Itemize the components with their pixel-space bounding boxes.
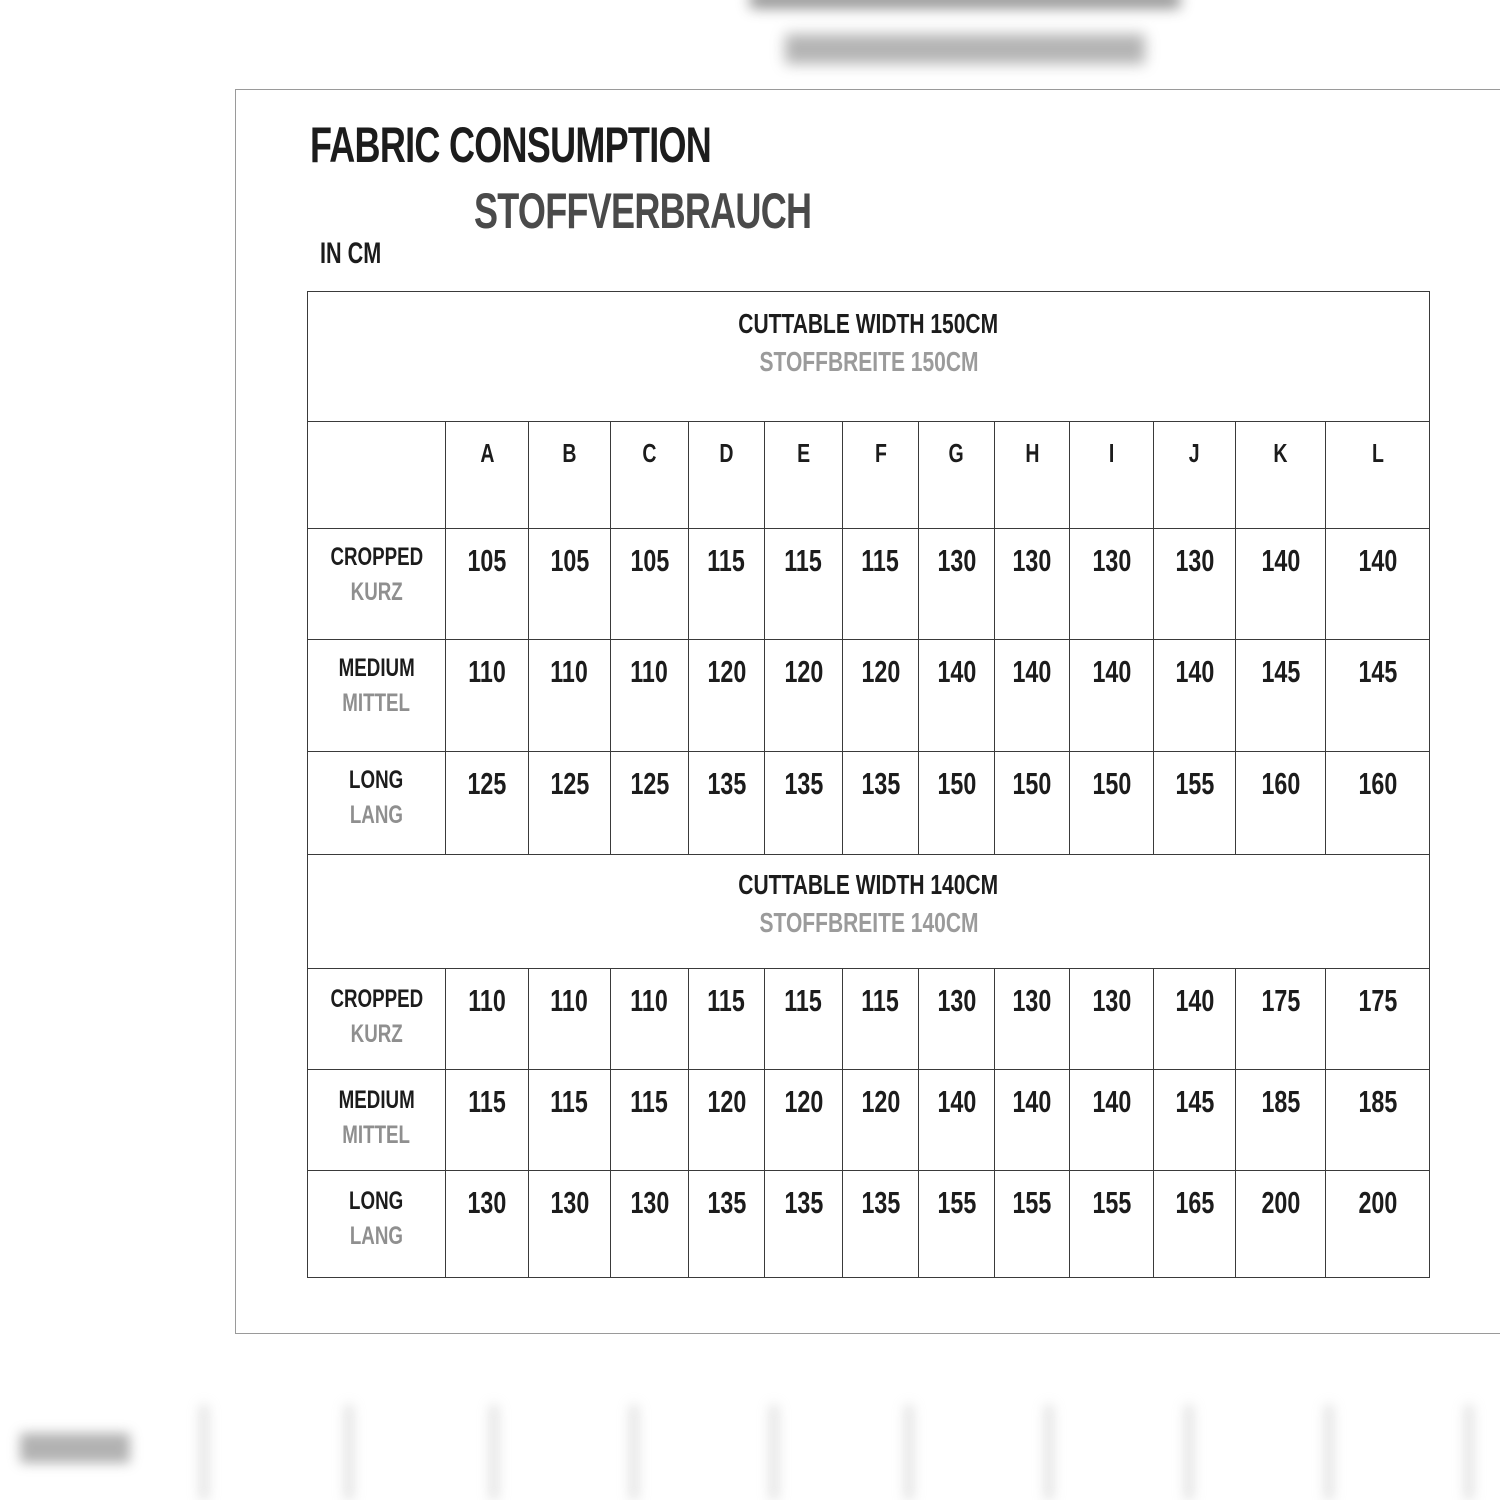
- table-cell: [919, 1070, 995, 1171]
- table-cell: [529, 1171, 611, 1278]
- table-cell: [1154, 969, 1236, 1070]
- column-header-label: G: [948, 438, 965, 468]
- table-cell: [765, 1070, 843, 1171]
- table-cell: [1070, 640, 1154, 752]
- row-header: [308, 640, 446, 752]
- table-cell: [529, 1070, 611, 1171]
- row-label-de: KURZ: [350, 578, 403, 606]
- table-row: [308, 1070, 1430, 1171]
- cell-value: 125: [550, 766, 589, 801]
- table-cell: [689, 752, 765, 855]
- table-cell: [689, 529, 765, 640]
- cell-value: 140: [937, 654, 976, 689]
- table-cell: [1070, 529, 1154, 640]
- unit-label: IN CM: [320, 237, 382, 270]
- cell-value: 130: [630, 1185, 669, 1220]
- cell-value: 115: [861, 983, 900, 1018]
- row-label-de: LANG: [349, 1222, 404, 1250]
- cell-value: 115: [784, 543, 823, 578]
- table-cell: [611, 1070, 689, 1171]
- cell-value: 135: [784, 1185, 823, 1220]
- table-cell: [919, 752, 995, 855]
- cell-value: 165: [1175, 1185, 1214, 1220]
- cell-value: 150: [1092, 766, 1131, 801]
- table-cell: [1326, 752, 1430, 855]
- table-cell: [995, 529, 1070, 640]
- table-cell: [765, 752, 843, 855]
- column-header: [1236, 422, 1326, 529]
- cell-value: 115: [630, 1084, 669, 1119]
- table-cell: [919, 969, 995, 1070]
- table-cell: [843, 1171, 919, 1278]
- table-cell: [995, 752, 1070, 855]
- column-header-label: F: [874, 438, 887, 468]
- table-cell: [995, 969, 1070, 1070]
- row-label-de: LANG: [349, 801, 404, 829]
- row-header: [308, 529, 446, 640]
- cell-value: 140: [1092, 1084, 1131, 1119]
- cell-value: 140: [1012, 1084, 1052, 1119]
- row-label-de: MITTEL: [342, 689, 411, 717]
- table-cell: [1326, 529, 1430, 640]
- table-cell: [843, 752, 919, 855]
- cell-value: 115: [707, 983, 746, 1018]
- column-header: [1326, 422, 1430, 529]
- row-header: [308, 752, 446, 855]
- cell-value: 115: [707, 543, 746, 578]
- cell-value: 160: [1261, 766, 1300, 801]
- table-cell: [529, 529, 611, 640]
- row-header: [308, 1070, 446, 1171]
- column-header: [1070, 422, 1154, 529]
- table-row: [308, 640, 1430, 752]
- cell-value: 115: [468, 1084, 506, 1119]
- cell-value: 110: [630, 983, 669, 1018]
- column-header: [689, 422, 765, 529]
- table-cell: [689, 1171, 765, 1278]
- row-label-en: MEDIUM: [338, 1086, 415, 1114]
- table-cell: [611, 640, 689, 752]
- cell-value: 150: [1012, 766, 1052, 801]
- table-row: [308, 529, 1430, 640]
- cell-value: 145: [1175, 1084, 1214, 1119]
- table-cell: [1326, 1171, 1430, 1278]
- row-label-en: CROPPED: [330, 543, 423, 571]
- table-cell: [995, 640, 1070, 752]
- table-row: [308, 752, 1430, 855]
- cell-value: 130: [550, 1185, 589, 1220]
- page-title: FABRIC CONSUMPTION: [310, 117, 712, 173]
- column-header: [995, 422, 1070, 529]
- table-cell: [689, 969, 765, 1070]
- table-cell: [689, 1070, 765, 1171]
- page-subtitle: STOFFVERBRAUCH: [474, 183, 812, 239]
- table-cell: [1154, 640, 1236, 752]
- table-cell: [843, 1070, 919, 1171]
- table-cell: [995, 1070, 1070, 1171]
- section-heading: [308, 292, 1430, 422]
- table-cell: [1236, 529, 1326, 640]
- table-cell: [611, 969, 689, 1070]
- cell-value: 140: [1358, 543, 1397, 578]
- cell-value: 130: [1092, 983, 1131, 1018]
- blurred-background-header: [740, 0, 1190, 96]
- table-cell: [611, 529, 689, 640]
- cell-value: 155: [1175, 766, 1214, 801]
- table-row: [308, 1171, 1430, 1278]
- table-cell: [1070, 1171, 1154, 1278]
- cell-value: 110: [630, 654, 669, 689]
- table-cell: [1326, 969, 1430, 1070]
- column-header-label: E: [796, 438, 811, 468]
- column-header-label: D: [719, 438, 734, 468]
- table-cell: [529, 752, 611, 855]
- cell-value: 105: [630, 543, 669, 578]
- column-header-label: L: [1371, 438, 1384, 468]
- table-cell: [611, 1171, 689, 1278]
- cell-value: 130: [1092, 543, 1131, 578]
- row-header: [308, 969, 446, 1070]
- section-heading-en: CUTTABLE WIDTH 140CM: [738, 869, 999, 900]
- table-cell: [446, 640, 529, 752]
- table-cell: [1236, 969, 1326, 1070]
- cell-value: 185: [1261, 1084, 1300, 1119]
- table-cell: [1154, 529, 1236, 640]
- cell-value: 155: [1092, 1185, 1131, 1220]
- column-header: [843, 422, 919, 529]
- table-cell: [995, 1171, 1070, 1278]
- table-row: [308, 969, 1430, 1070]
- cell-value: 145: [1261, 654, 1300, 689]
- table-cell: [446, 529, 529, 640]
- cell-value: 120: [784, 1084, 823, 1119]
- table-cell: [529, 640, 611, 752]
- cell-value: 110: [468, 983, 506, 1018]
- cell-value: 130: [467, 1185, 507, 1220]
- cell-value: 130: [1175, 543, 1214, 578]
- column-header-label: J: [1189, 438, 1200, 468]
- column-header: [611, 422, 689, 529]
- table-cell: [446, 969, 529, 1070]
- column-header-label: I: [1108, 438, 1115, 468]
- cell-value: 140: [1175, 654, 1214, 689]
- size-chart-card: [235, 89, 1500, 1334]
- table-cell: [1154, 1171, 1236, 1278]
- table-cell: [1070, 1070, 1154, 1171]
- table-cell: [446, 752, 529, 855]
- cell-value: 120: [861, 654, 900, 689]
- blurred-background-footer: [0, 1405, 1500, 1500]
- section-heading-de: STOFFBREITE 140CM: [758, 907, 978, 938]
- cell-value: 110: [468, 654, 506, 689]
- cell-value: 135: [707, 766, 746, 801]
- cell-value: 105: [550, 543, 589, 578]
- table-cell: [1070, 969, 1154, 1070]
- table-cell: [689, 640, 765, 752]
- cell-value: 140: [1175, 983, 1214, 1018]
- cell-value: 130: [937, 543, 976, 578]
- cell-value: 140: [1261, 543, 1300, 578]
- table-cell: [1236, 1070, 1326, 1171]
- column-header: [446, 422, 529, 529]
- cell-value: 120: [707, 654, 746, 689]
- table-cell: [1236, 640, 1326, 752]
- column-header-label: K: [1273, 438, 1288, 468]
- table-cell: [1236, 752, 1326, 855]
- cell-value: 120: [861, 1084, 900, 1119]
- table-cell: [1326, 1070, 1430, 1171]
- cell-value: 130: [937, 983, 976, 1018]
- cell-value: 200: [1261, 1185, 1300, 1220]
- cell-value: 155: [937, 1185, 976, 1220]
- cell-value: 160: [1358, 766, 1397, 801]
- cell-value: 130: [1012, 543, 1052, 578]
- cell-value: 155: [1012, 1185, 1052, 1220]
- section-header-row: [308, 292, 1430, 422]
- table-cell: [765, 1171, 843, 1278]
- corner-cell: [308, 422, 446, 529]
- table-cell: [446, 1070, 529, 1171]
- table-cell: [765, 969, 843, 1070]
- cell-value: 135: [707, 1185, 746, 1220]
- cell-value: 110: [550, 983, 589, 1018]
- column-header-label: H: [1024, 438, 1040, 468]
- table-cell: [611, 752, 689, 855]
- column-header-row: [308, 422, 1430, 529]
- cell-value: 145: [1358, 654, 1397, 689]
- row-label-en: LONG: [349, 1187, 404, 1215]
- section-heading-en: CUTTABLE WIDTH 150CM: [738, 308, 999, 339]
- cell-value: 105: [467, 543, 507, 578]
- section-heading-de: STOFFBREITE 150CM: [758, 346, 978, 377]
- table-cell: [843, 529, 919, 640]
- cell-value: 140: [1092, 654, 1131, 689]
- row-label-en: LONG: [349, 766, 404, 794]
- table-cell: [446, 1171, 529, 1278]
- table-cell: [919, 1171, 995, 1278]
- table-cell: [765, 529, 843, 640]
- cell-value: 200: [1358, 1185, 1397, 1220]
- cell-value: 150: [937, 766, 976, 801]
- section-header-row: [308, 855, 1430, 969]
- cell-value: 175: [1261, 983, 1300, 1018]
- table-cell: [765, 640, 843, 752]
- cell-value: 120: [784, 654, 823, 689]
- cell-value: 135: [861, 766, 900, 801]
- column-header: [1154, 422, 1236, 529]
- row-header: [308, 1171, 446, 1278]
- table-cell: [1236, 1171, 1326, 1278]
- cell-value: 110: [550, 654, 589, 689]
- table-cell: [919, 529, 995, 640]
- column-header: [765, 422, 843, 529]
- column-header-label: A: [479, 438, 495, 468]
- row-label-en: MEDIUM: [338, 654, 415, 682]
- cell-value: 115: [550, 1084, 589, 1119]
- table-cell: [919, 640, 995, 752]
- cell-value: 115: [784, 983, 823, 1018]
- cell-value: 130: [1012, 983, 1052, 1018]
- row-label-de: KURZ: [350, 1020, 403, 1048]
- cell-value: 115: [861, 543, 900, 578]
- fabric-consumption-table: [307, 291, 1430, 1278]
- cell-value: 135: [861, 1185, 900, 1220]
- table-cell: [1326, 640, 1430, 752]
- table-cell: [1070, 752, 1154, 855]
- cell-value: 140: [937, 1084, 976, 1119]
- cell-value: 175: [1358, 983, 1397, 1018]
- cell-value: 120: [707, 1084, 746, 1119]
- cell-value: 140: [1012, 654, 1052, 689]
- cell-value: 185: [1358, 1084, 1397, 1119]
- cell-value: 125: [630, 766, 669, 801]
- row-label-de: MITTEL: [342, 1121, 411, 1149]
- row-label-en: CROPPED: [330, 985, 423, 1013]
- table-cell: [529, 969, 611, 1070]
- column-header: [529, 422, 611, 529]
- table-cell: [843, 969, 919, 1070]
- cell-value: 135: [784, 766, 823, 801]
- cell-value: 125: [467, 766, 507, 801]
- table-cell: [1154, 752, 1236, 855]
- table-cell: [1154, 1070, 1236, 1171]
- column-header: [919, 422, 995, 529]
- section-heading: [308, 855, 1430, 969]
- column-header-label: B: [562, 438, 577, 468]
- table-cell: [843, 640, 919, 752]
- column-header-label: C: [642, 438, 657, 468]
